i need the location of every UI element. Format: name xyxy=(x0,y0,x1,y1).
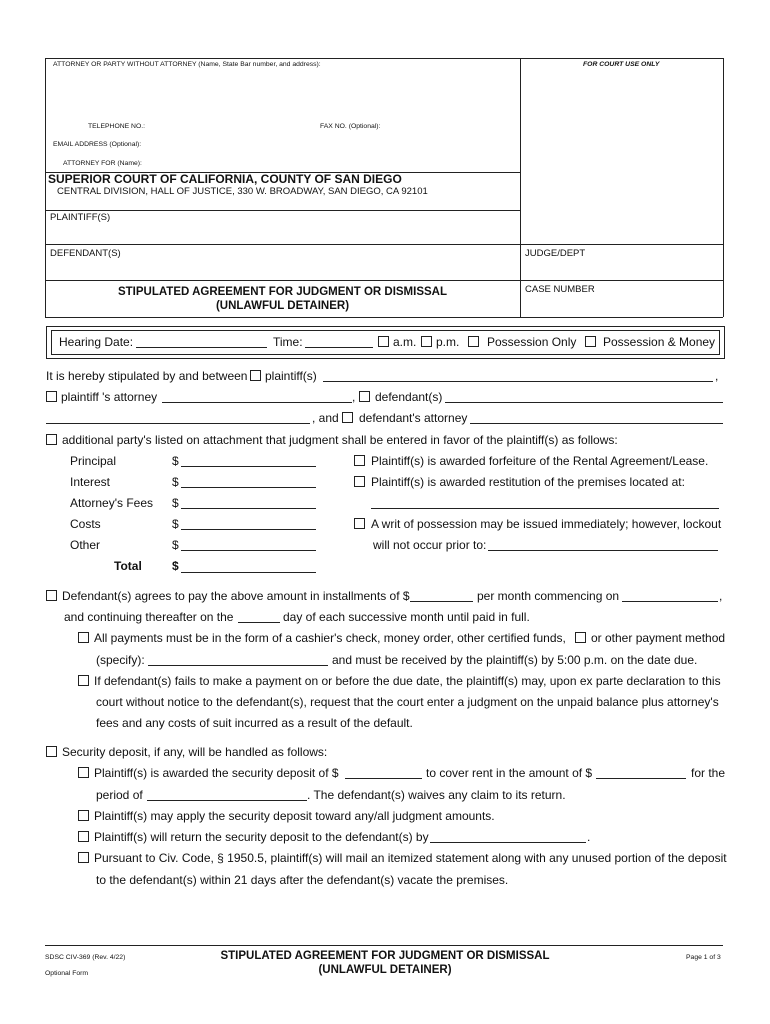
defendants-label: DEFENDANT(S) xyxy=(50,248,121,259)
am-checkbox[interactable] xyxy=(378,336,389,347)
attorney-label: ATTORNEY OR PARTY WITHOUT ATTORNEY (Name, State Bar number, and address): xyxy=(53,61,321,68)
judge-dept-label: JUDGE/DEPT xyxy=(525,248,586,259)
total-dollar: $ xyxy=(172,559,179,573)
waives-text: . The defendant(s) waives any claim to its return. xyxy=(307,788,566,802)
writ-text-line1: A writ of possession may be issued immediately; however, lockout xyxy=(371,517,722,531)
pursuant-text-line2: to the defendant(s) within 21 days after the defendant(s) vacate the premises. xyxy=(96,873,509,887)
footer-rule xyxy=(45,945,723,946)
default-text-line2: court without notice to the defendant(s), request that the court enter a judgment on the unpaid balance plus attorney's xyxy=(96,695,719,709)
return-deposit-checkbox[interactable] xyxy=(78,831,89,842)
optional-form-label: Optional Form xyxy=(45,970,89,977)
email-label: EMAIL ADDRESS (Optional): xyxy=(53,141,142,148)
comma-text: , xyxy=(715,369,719,383)
footer-title-line1: STIPULATED AGREEMENT FOR JUDGMENT OR DISMISSAL xyxy=(220,950,550,962)
other-label: Other xyxy=(70,538,101,552)
defendants-label: defendant(s) xyxy=(375,390,443,404)
hearing-date-label: Hearing Date: xyxy=(59,335,134,349)
footer-title-line2: (UNLAWFUL DETAINER) xyxy=(318,964,452,976)
restitution-text: Plaintiff(s) is awarded restitution of the premises located at: xyxy=(371,475,685,489)
deposit-amount-field[interactable] xyxy=(345,778,422,779)
pm-label: p.m. xyxy=(436,335,460,349)
attorney-fees-dollar: $ xyxy=(172,496,179,510)
costs-dollar: $ xyxy=(172,517,179,531)
pursuant-text-line1: Pursuant to Civ. Code, § 1950.5, plaintiff(s) will mail an itemized statement along with any unused portion of the deposit xyxy=(94,851,727,865)
specify-label: (specify): xyxy=(96,653,145,667)
pursuant-checkbox[interactable] xyxy=(78,852,89,863)
lockout-date-field[interactable] xyxy=(488,550,718,551)
page-number: Page 1 of 3 xyxy=(686,954,721,961)
other-payment-text: or other payment method xyxy=(591,631,726,645)
interest-label: Interest xyxy=(70,475,111,489)
installments-line2b: day of each successive month until paid in full. xyxy=(283,610,530,624)
apply-deposit-checkbox[interactable] xyxy=(78,810,89,821)
court-name: SUPERIOR COURT OF CALIFORNIA, COUNTY OF SAN DIEGO xyxy=(48,172,402,186)
attorney-for-label: ATTORNEY FOR (Name): xyxy=(63,160,142,167)
return-period: . xyxy=(587,830,591,844)
plaintiffs-attorney-checkbox[interactable] xyxy=(46,391,57,402)
period-field[interactable] xyxy=(147,800,307,801)
interest-field[interactable] xyxy=(181,487,316,488)
additional-party-text: additional party's listed on attachment that judgment shall be entered in favor of the plaintiff(s) as follows: xyxy=(62,433,618,447)
installments-checkbox[interactable] xyxy=(46,590,57,601)
principal-field[interactable] xyxy=(181,466,316,467)
defendants-attorney-label: defendant's attorney xyxy=(359,411,468,425)
return-deposit-text: Plaintiff(s) will return the security deposit to the defendant(s) by xyxy=(94,830,429,844)
payments-text-line2: and must be received by the plaintiff(s) by 5:00 p.m. on the date due. xyxy=(332,653,698,667)
case-number-label: CASE NUMBER xyxy=(525,284,595,295)
total-field[interactable] xyxy=(181,572,316,573)
commencing-date-field[interactable] xyxy=(622,601,718,602)
defendants-field[interactable] xyxy=(445,402,723,403)
court-address: CENTRAL DIVISION, HALL OF JUSTICE, 330 W. BROADWAY, SAN DIEGO, CA 92101 xyxy=(57,186,428,197)
installments-line2a: and continuing thereafter on the xyxy=(64,610,234,624)
installment-amount-field[interactable] xyxy=(410,601,473,602)
plaintiffs-field[interactable] xyxy=(323,381,713,382)
court-use-label: FOR COURT USE ONLY xyxy=(583,61,660,68)
plaintiffs-attorney-label: plaintiff 's attorney xyxy=(61,390,158,404)
defendants-checkbox[interactable] xyxy=(359,391,370,402)
apply-deposit-text: Plaintiff(s) may apply the security deposit toward any/all judgment amounts. xyxy=(94,809,495,823)
form-id: SDSC CIV-369 (Rev. 4/22) xyxy=(45,954,126,961)
other-payment-checkbox[interactable] xyxy=(575,632,586,643)
forfeiture-text: Plaintiff(s) is awarded forfeiture of the Rental Agreement/Lease. xyxy=(371,454,709,468)
attorney-fees-field[interactable] xyxy=(181,508,316,509)
total-label: Total xyxy=(114,559,142,573)
comma-text-3: , xyxy=(719,589,723,603)
installments-line1b: per month commencing on xyxy=(477,589,620,603)
security-deposit-checkbox[interactable] xyxy=(46,746,57,757)
defendants-attorney-checkbox[interactable] xyxy=(342,412,353,423)
specify-field[interactable] xyxy=(148,665,328,666)
attorney-fees-label: Attorney's Fees xyxy=(70,496,153,510)
interest-dollar: $ xyxy=(172,475,179,489)
awarded-deposit-text-c: for the xyxy=(691,766,726,780)
possession-money-label: Possession & Money xyxy=(603,335,716,349)
awarded-deposit-text-a: Plaintiff(s) is awarded the security deposit of $ xyxy=(94,766,339,780)
plaintiffs-label: PLAINTIFF(S) xyxy=(50,212,111,223)
default-text-line3: fees and any costs of suit incurred as a result of the default. xyxy=(96,716,413,730)
rent-amount-field[interactable] xyxy=(596,778,686,779)
other-field[interactable] xyxy=(181,550,316,551)
form-title-line1: STIPULATED AGREEMENT FOR JUDGMENT OR DISMISSAL xyxy=(117,286,448,298)
telephone-label: TELEPHONE NO.: xyxy=(88,123,146,130)
hearing-date-field[interactable] xyxy=(136,347,267,348)
default-checkbox[interactable] xyxy=(78,675,89,686)
hearing-time-field[interactable] xyxy=(305,347,373,348)
costs-field[interactable] xyxy=(181,529,316,530)
forfeiture-checkbox[interactable] xyxy=(354,455,365,466)
principal-label: Principal xyxy=(70,454,117,468)
am-label: a.m. xyxy=(393,335,417,349)
fax-label: FAX NO. (Optional): xyxy=(320,123,381,130)
installments-line1a: Defendant(s) agrees to pay the above amount in installments of $ xyxy=(62,589,410,603)
form-title-line2: (UNLAWFUL DETAINER) xyxy=(215,300,350,312)
defendants-extra-field[interactable] xyxy=(46,423,310,424)
possession-money-checkbox[interactable] xyxy=(585,336,596,347)
hearing-time-label: Time: xyxy=(273,335,303,349)
plaintiffs-label: plaintiff(s) xyxy=(265,369,317,383)
other-dollar: $ xyxy=(172,538,179,552)
security-deposit-header: Security deposit, if any, will be handled as follows: xyxy=(62,745,328,759)
awarded-deposit-text-b: to cover rent in the amount of $ xyxy=(426,766,593,780)
restitution-checkbox[interactable] xyxy=(354,476,365,487)
payments-form-checkbox[interactable] xyxy=(78,632,89,643)
possession-only-label: Possession Only xyxy=(487,335,577,349)
period-label: period of xyxy=(96,788,143,802)
payments-text-line1: All payments must be in the form of a cashier's check, money order, other certified funds, xyxy=(94,631,566,645)
comma-text-2: , xyxy=(352,390,356,404)
default-text-line1: If defendant(s) fails to make a payment on or before the due date, the plaintiff(s) may, upon ex parte declaration to this xyxy=(94,674,721,688)
possession-only-checkbox[interactable] xyxy=(468,336,479,347)
and-text: , and xyxy=(312,411,339,425)
writ-text-line2: will not occur prior to: xyxy=(373,538,487,552)
pm-checkbox[interactable] xyxy=(421,336,432,347)
awarded-deposit-checkbox[interactable] xyxy=(78,767,89,778)
writ-checkbox[interactable] xyxy=(354,518,365,529)
plaintiffs-checkbox[interactable] xyxy=(250,370,261,381)
principal-dollar: $ xyxy=(172,454,179,468)
return-date-field[interactable] xyxy=(430,842,586,843)
defendants-attorney-field[interactable] xyxy=(470,423,723,424)
costs-label: Costs xyxy=(70,517,101,531)
plaintiffs-attorney-field[interactable] xyxy=(162,402,352,403)
additional-party-checkbox[interactable] xyxy=(46,434,57,445)
stipulated-text: It is hereby stipulated by and between xyxy=(46,369,248,383)
day-of-month-field[interactable] xyxy=(238,622,280,623)
premises-address-field[interactable] xyxy=(371,508,719,509)
